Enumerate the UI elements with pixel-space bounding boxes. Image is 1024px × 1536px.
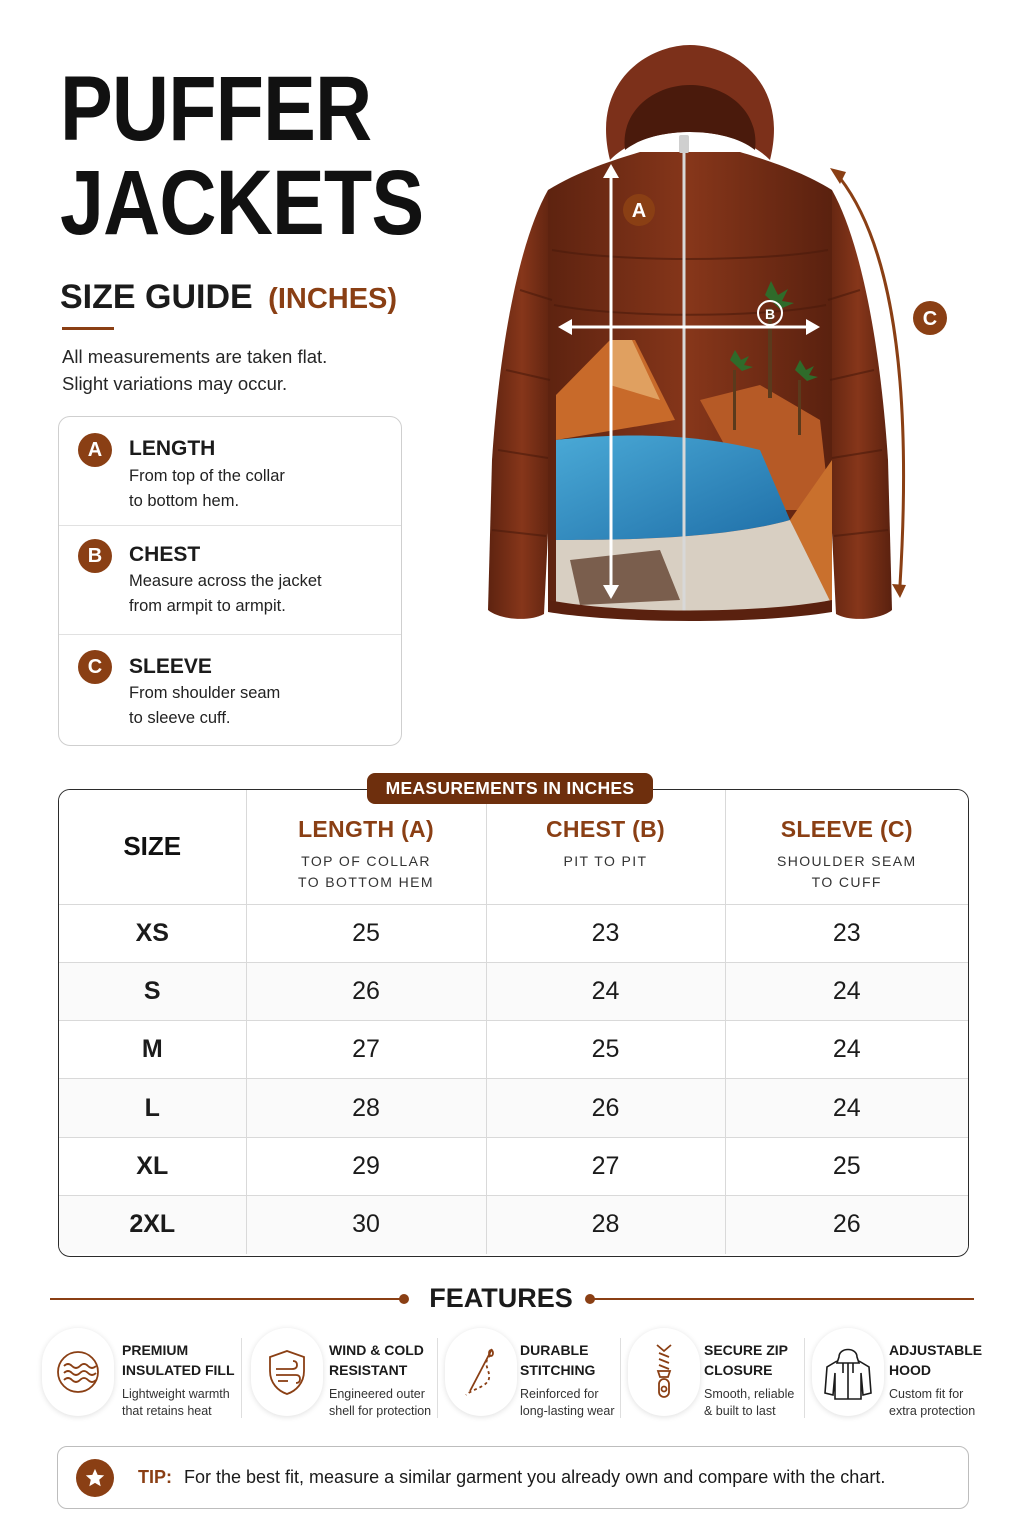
length-cell: 30 <box>246 1195 486 1253</box>
length-cell: 25 <box>246 904 486 962</box>
measurement-note <box>62 343 327 397</box>
feature-insulated-fill <box>42 1326 242 1418</box>
size-cell: L <box>59 1079 246 1137</box>
tip-box <box>57 1446 969 1509</box>
feature-separator <box>620 1338 621 1418</box>
label-a: A <box>631 200 647 222</box>
legend-desc <box>129 681 280 731</box>
feature-wind-cold <box>251 1326 441 1418</box>
feature-desc: Lightweight warmth that retains heat <box>122 1387 230 1418</box>
length-cell: 28 <box>246 1079 486 1137</box>
legend-item-sleeve <box>59 634 401 746</box>
legend-title: LENGTH <box>129 437 216 460</box>
feature-separator <box>437 1338 438 1418</box>
size-cell: S <box>59 962 246 1020</box>
page-title <box>60 58 424 254</box>
feature-title: SECURE ZIP CLOSURE <box>704 1342 789 1378</box>
size-cell: M <box>59 1021 246 1079</box>
chest-cell: 24 <box>486 962 725 1020</box>
feature-title: DURABLE STITCHING <box>520 1342 596 1378</box>
feature-adjustable-hood <box>812 1326 982 1418</box>
feature-desc: Custom fit for extra protection <box>889 1387 976 1418</box>
legend-desc-line: From shoulder seam <box>129 684 281 702</box>
table-row <box>59 1079 968 1137</box>
length-cell: 26 <box>246 962 486 1020</box>
column-subtitle-line: TO BOTTOM HEM <box>298 874 434 890</box>
note-line-2: Slight variations may occur. <box>62 373 288 394</box>
badge-b: B <box>78 539 112 573</box>
chest-cell: 26 <box>486 1079 725 1137</box>
label-c: C <box>922 308 938 330</box>
sleeve-cell: 24 <box>725 962 968 1020</box>
unit-label: (INCHES) <box>268 283 398 315</box>
jacket-illustration <box>460 40 960 640</box>
feature-secure-zip <box>628 1326 806 1418</box>
legend-desc-line: to bottom hem. <box>129 492 240 510</box>
legend-desc-line: from armpit to armpit. <box>129 597 286 615</box>
feature-title: PREMIUM INSULATED FILL <box>122 1342 235 1378</box>
chest-cell: 27 <box>486 1137 725 1195</box>
column-title: CHEST (B) <box>546 816 665 842</box>
sleeve-cell: 26 <box>725 1195 968 1253</box>
sleeve-column-header <box>725 790 968 904</box>
badge-a: A <box>78 433 112 467</box>
legend-desc <box>129 464 285 514</box>
right-sleeve <box>824 190 892 619</box>
lake-artwork <box>556 436 790 540</box>
length-column-header <box>246 790 486 904</box>
needle-thread-icon <box>445 1328 517 1416</box>
legend-desc-line: to sleeve cuff. <box>129 709 231 727</box>
table-row <box>59 962 968 1020</box>
column-title: SLEEVE (C) <box>780 816 913 842</box>
chest-cell: 23 <box>486 904 725 962</box>
tip-label: TIP: <box>138 1467 172 1487</box>
features-divider-right <box>592 1298 974 1300</box>
tip-text: For the best fit, measure a similar garment you already own and compare with the chart. <box>184 1467 886 1487</box>
feature-durable-stitching <box>445 1326 621 1418</box>
feature-separator <box>241 1338 242 1418</box>
note-line-1: All measurements are taken flat. <box>62 346 328 367</box>
wind-shield-icon <box>251 1328 323 1416</box>
legend-item-chest <box>59 525 401 634</box>
heading-underline <box>62 327 114 330</box>
length-cell: 29 <box>246 1137 486 1195</box>
table-row <box>59 1021 968 1079</box>
length-cell: 27 <box>246 1021 486 1079</box>
column-title: LENGTH (A) <box>298 816 434 842</box>
sleeve-cell: 25 <box>725 1137 968 1195</box>
left-sleeve <box>488 190 556 619</box>
column-subtitle <box>487 851 725 872</box>
legend-desc-line: Measure across the jacket <box>129 572 322 590</box>
star-icon <box>76 1459 114 1497</box>
column-subtitle-line: TOP OF COLLAR <box>301 853 431 869</box>
sleeve-cell: 24 <box>725 1021 968 1079</box>
table-row <box>59 1195 968 1253</box>
hoodie-icon <box>812 1328 884 1416</box>
size-cell: XL <box>59 1137 246 1195</box>
column-subtitle-line: SHOULDER SEAM <box>776 853 917 869</box>
size-guide-label: SIZE GUIDE <box>60 278 253 316</box>
measurement-legend <box>58 416 402 746</box>
chest-cell: 25 <box>486 1021 725 1079</box>
legend-desc <box>129 569 322 619</box>
size-guide-heading <box>60 278 397 317</box>
size-cell: 2XL <box>59 1195 246 1253</box>
label-b: B <box>764 306 776 322</box>
table-header-row <box>59 790 968 904</box>
insulated-fill-icon <box>42 1328 114 1416</box>
badge-c: C <box>78 650 112 684</box>
table-row <box>59 1137 968 1195</box>
features-heading: FEATURES <box>429 1283 573 1313</box>
size-column-header: SIZE <box>59 790 246 904</box>
column-subtitle-line: TO CUFF <box>811 874 882 890</box>
chest-column-header <box>486 790 725 904</box>
table-row <box>59 904 968 962</box>
column-subtitle <box>726 851 969 893</box>
title-line-1: PUFFER <box>60 58 372 160</box>
column-subtitle <box>247 851 486 893</box>
feature-desc: Smooth, reliable & built to last <box>704 1387 795 1418</box>
legend-title: SLEEVE <box>129 655 212 678</box>
sleeve-cell: 24 <box>725 1079 968 1137</box>
title-line-2: JACKETS <box>60 152 424 254</box>
feature-title: WIND & COLD RESISTANT <box>329 1342 424 1378</box>
size-cell: XS <box>59 904 246 962</box>
feature-desc: Reinforced for long-lasting wear <box>520 1387 615 1418</box>
measurements-badge: MEASUREMENTS IN INCHES <box>367 773 653 804</box>
legend-item-length <box>59 417 401 525</box>
column-subtitle-line: PIT TO PIT <box>563 853 648 869</box>
feature-desc: Engineered outer shell for protection <box>329 1387 432 1418</box>
size-table-grid <box>59 790 968 1254</box>
zipper-icon <box>628 1328 700 1416</box>
feature-title: ADJUSTABLE HOOD <box>889 1342 983 1378</box>
chest-cell: 28 <box>486 1195 725 1253</box>
sleeve-cell: 23 <box>725 904 968 962</box>
feature-separator <box>804 1338 805 1418</box>
legend-title: CHEST <box>129 543 201 566</box>
size-table <box>58 789 969 1257</box>
legend-desc-line: From top of the collar <box>129 467 285 485</box>
